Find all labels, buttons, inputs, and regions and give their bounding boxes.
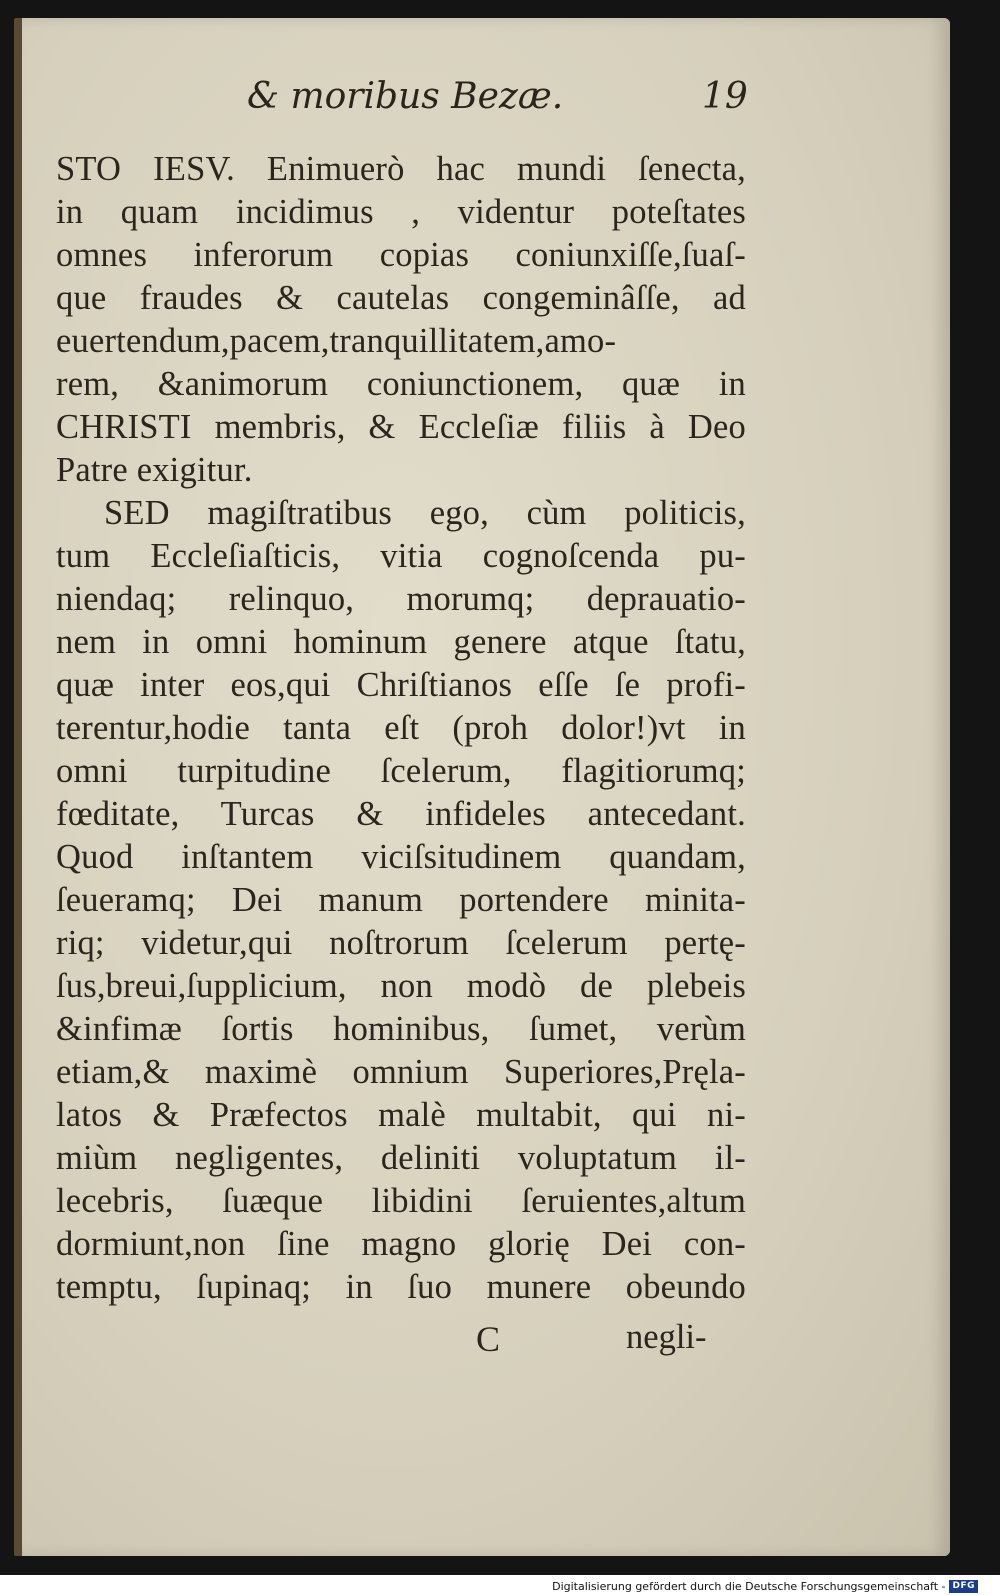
digitization-credit <box>552 1580 978 1593</box>
text-line: nem in omni hominum genere atque ſtatu, <box>56 623 746 661</box>
text-line: latos & Præfectos malè multabit, qui ni- <box>56 1096 746 1134</box>
book-page <box>14 18 950 1556</box>
text-line: tum Eccleſiaſticis, vitia cognoſcenda pu- <box>56 537 746 575</box>
text-line: lecebris, ſuæque libidini ſeruientes,altum <box>56 1182 746 1220</box>
page-number: 19 <box>702 76 748 117</box>
text-line: rem, &animorum coniunctionem, quæ in <box>56 365 746 403</box>
text-line: que fraudes & cautelas congeminâſſe, ad <box>56 279 746 317</box>
dfg-logo-icon: DFG <box>949 1580 978 1593</box>
body-text <box>56 148 746 1309</box>
catchword: negli- <box>626 1318 707 1356</box>
signature-mark: C <box>476 1319 501 1359</box>
text-line: SED magiſtratibus ego, cùm politicis, <box>104 494 746 532</box>
text-line: terentur,hodie tanta eſt (proh dolor!)vt in <box>56 709 746 747</box>
text-line: ſus,breui,ſupplicium, non modò de plebeis <box>56 967 746 1005</box>
text-line: CHRISTI membris, & Eccleſiæ filiis à Deo <box>56 408 746 446</box>
text-line: in quam incidimus , videntur poteſtates <box>56 193 746 231</box>
credit-text: Digitalisierung gefördert durch die Deutsche Forschungsgemeinschaft - <box>552 1580 946 1593</box>
text-line: omnes inferorum copias coniunxiſſe,ſuaſ- <box>56 236 746 274</box>
text-line: STO IESV. Enimuerò hac mundi ſenecta, <box>56 150 746 188</box>
text-line: riq; videtur,qui noſtrorum ſcelerum pertę- <box>56 924 746 962</box>
text-line: &infimæ ſortis hominibus, ſumet, verùm <box>56 1010 746 1048</box>
text-line: quæ inter eos,qui Chriſtianos eſſe ſe profi- <box>56 666 746 704</box>
text-line: etiam,& maximè omnium Superiores,Pręla- <box>56 1053 746 1091</box>
text-line: fœditate, Turcas & infideles antecedant. <box>56 795 746 833</box>
text-line: Patre exigitur. <box>56 451 253 489</box>
text-line: euertendum,pacem,tranquillitatem,amo- <box>56 322 617 360</box>
page-header <box>22 76 950 136</box>
text-line: ſeueramq; Dei manum portendere minita- <box>56 881 746 919</box>
text-line: temptu, ſupinaq; in ſuo munere obeundo <box>56 1268 746 1306</box>
text-line: niendaq; relinquo, morumq; deprauatio- <box>56 580 746 618</box>
text-line: omni turpitudine ſcelerum, flagitiorumq; <box>56 752 746 790</box>
text-line: miùm negligentes, deliniti voluptatum il- <box>56 1139 746 1177</box>
running-head: & moribus Bezæ. <box>247 76 564 117</box>
text-line: dormiunt,non ſine magno glorię Dei con- <box>56 1225 746 1263</box>
text-line: Quod inſtantem viciſsitudinem quandam, <box>56 838 746 876</box>
page-footer <box>56 1318 746 1364</box>
